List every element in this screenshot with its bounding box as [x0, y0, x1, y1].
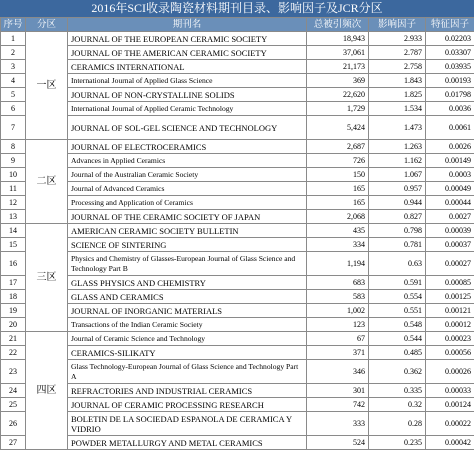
impact-factor: 0.235: [369, 436, 426, 450]
citation-count: 165: [307, 182, 369, 196]
citation-count: 524: [307, 436, 369, 450]
header-zone: 分区: [26, 18, 68, 32]
table-row: [1, 60, 474, 74]
citation-count: 1,002: [307, 304, 369, 318]
citation-count: 334: [307, 238, 369, 252]
citation-count: 5,424: [307, 116, 369, 140]
citation-count: 369: [307, 74, 369, 88]
journal-name: BOLETIN DE LA SOCIEDAD ESPANOLA DE CERAMICA Y VIDRIO: [68, 412, 307, 436]
impact-factor: 2.758: [369, 60, 426, 74]
impact-factor: 1.534: [369, 102, 426, 116]
eigenfactor: 0.00042: [426, 436, 474, 450]
row-index: 26: [1, 412, 26, 436]
table-row: [1, 276, 474, 290]
row-index: 18: [1, 290, 26, 304]
citation-count: 2,068: [307, 210, 369, 224]
table-row: [1, 412, 474, 436]
table-body: [1, 32, 474, 450]
journal-name: REFRACTORIES AND INDUSTRIAL CERAMICS: [68, 384, 307, 398]
table-row: [1, 436, 474, 450]
eigenfactor: 0.0027: [426, 210, 474, 224]
table-row: [1, 360, 474, 384]
citation-count: 742: [307, 398, 369, 412]
impact-factor: 1.067: [369, 168, 426, 182]
journal-name: Journal of Advanced Ceramics: [68, 182, 307, 196]
table-row: [1, 32, 474, 46]
journal-name: CERAMICS INTERNATIONAL: [68, 60, 307, 74]
zone-label: 一区: [26, 32, 68, 140]
table-row: [1, 88, 474, 102]
journal-name: AMERICAN CERAMIC SOCIETY BULLETIN: [68, 224, 307, 238]
citation-count: 18,943: [307, 32, 369, 46]
citation-count: 683: [307, 276, 369, 290]
table-row: [1, 196, 474, 210]
row-index: 1: [1, 32, 26, 46]
impact-factor: 0.554: [369, 290, 426, 304]
table-row: [1, 210, 474, 224]
header-citations: 总被引频次: [307, 18, 369, 32]
journal-name: GLASS PHYSICS AND CHEMISTRY: [68, 276, 307, 290]
journal-name: JOURNAL OF THE EUROPEAN CERAMIC SOCIETY: [68, 32, 307, 46]
citation-count: 333: [307, 412, 369, 436]
eigenfactor: 0.00012: [426, 318, 474, 332]
citation-count: 21,173: [307, 60, 369, 74]
eigenfactor: 0.00121: [426, 304, 474, 318]
table-row: [1, 140, 474, 154]
row-index: 2: [1, 46, 26, 60]
journal-name: POWDER METALLURGY AND METAL CERAMICS: [68, 436, 307, 450]
table-row: [1, 154, 474, 168]
eigenfactor: 0.01798: [426, 88, 474, 102]
citation-count: 301: [307, 384, 369, 398]
eigenfactor: 0.03307: [426, 46, 474, 60]
journal-name: CERAMICS-SILIKATY: [68, 346, 307, 360]
eigenfactor: 0.00049: [426, 182, 474, 196]
eigenfactor: 0.0026: [426, 140, 474, 154]
citation-count: 37,061: [307, 46, 369, 60]
impact-factor: 0.944: [369, 196, 426, 210]
table-row: [1, 332, 474, 346]
impact-factor: 0.335: [369, 384, 426, 398]
eigenfactor: 0.00056: [426, 346, 474, 360]
citation-count: 150: [307, 168, 369, 182]
row-index: 10: [1, 168, 26, 182]
citation-count: 1,194: [307, 252, 369, 276]
eigenfactor: 0.0061: [426, 116, 474, 140]
citation-count: 22,620: [307, 88, 369, 102]
table-row: [1, 46, 474, 60]
journal-name: Physics and Chemistry of Glasses-European Journal of Glass Science and Technology Part B: [68, 252, 307, 276]
impact-factor: 0.548: [369, 318, 426, 332]
eigenfactor: 0.00124: [426, 398, 474, 412]
table-row: [1, 116, 474, 140]
row-index: 11: [1, 182, 26, 196]
zone-label: 二区: [26, 140, 68, 224]
table-row: [1, 168, 474, 182]
journal-name: GLASS AND CERAMICS: [68, 290, 307, 304]
eigenfactor: 0.00022: [426, 412, 474, 436]
journal-name: International Journal of Applied Ceramic Technology: [68, 102, 307, 116]
citation-count: 2,687: [307, 140, 369, 154]
table-row: [1, 384, 474, 398]
journal-name: JOURNAL OF INORGANIC MATERIALS: [68, 304, 307, 318]
zone-label: 四区: [26, 332, 68, 450]
row-index: 3: [1, 60, 26, 74]
journal-name: Glass Technology-European Journal of Glass Science and Technology Part A: [68, 360, 307, 384]
journal-name: SCIENCE OF SINTERING: [68, 238, 307, 252]
row-index: 27: [1, 436, 26, 450]
impact-factor: 1.162: [369, 154, 426, 168]
impact-factor: 0.544: [369, 332, 426, 346]
journal-name: JOURNAL OF CERAMIC PROCESSING RESEARCH: [68, 398, 307, 412]
row-index: 22: [1, 346, 26, 360]
impact-factor: 1.263: [369, 140, 426, 154]
impact-factor: 0.551: [369, 304, 426, 318]
zone-label: 三区: [26, 224, 68, 332]
citation-count: 726: [307, 154, 369, 168]
row-index: 23: [1, 360, 26, 384]
citation-count: 123: [307, 318, 369, 332]
impact-factor: 0.362: [369, 360, 426, 384]
row-index: 9: [1, 154, 26, 168]
row-index: 6: [1, 102, 26, 116]
row-index: 8: [1, 140, 26, 154]
impact-factor: 0.591: [369, 276, 426, 290]
table-row: [1, 318, 474, 332]
row-index: 21: [1, 332, 26, 346]
eigenfactor: 0.02203: [426, 32, 474, 46]
eigenfactor: 0.00039: [426, 224, 474, 238]
row-index: 16: [1, 252, 26, 276]
journal-name: JOURNAL OF NON-CRYSTALLINE SOLIDS: [68, 88, 307, 102]
row-index: 5: [1, 88, 26, 102]
eigenfactor: 0.00033: [426, 384, 474, 398]
eigenfactor: 0.00085: [426, 276, 474, 290]
eigenfactor: 0.00193: [426, 74, 474, 88]
header-eigenfactor: 特征因子: [426, 18, 474, 32]
row-index: 25: [1, 398, 26, 412]
impact-factor: 1.843: [369, 74, 426, 88]
impact-factor: 0.781: [369, 238, 426, 252]
citation-count: 583: [307, 290, 369, 304]
impact-factor: 1.473: [369, 116, 426, 140]
eigenfactor: 0.00027: [426, 252, 474, 276]
row-index: 20: [1, 318, 26, 332]
journal-name: International Journal of Applied Glass Science: [68, 74, 307, 88]
row-index: 7: [1, 116, 26, 140]
citation-count: 371: [307, 346, 369, 360]
row-index: 12: [1, 196, 26, 210]
citation-count: 435: [307, 224, 369, 238]
row-index: 19: [1, 304, 26, 318]
row-index: 17: [1, 276, 26, 290]
eigenfactor: 0.00149: [426, 154, 474, 168]
impact-factor: 0.798: [369, 224, 426, 238]
row-index: 24: [1, 384, 26, 398]
impact-factor: 0.957: [369, 182, 426, 196]
citation-count: 346: [307, 360, 369, 384]
impact-factor: 2.787: [369, 46, 426, 60]
impact-factor: 0.827: [369, 210, 426, 224]
table-row: [1, 74, 474, 88]
impact-factor: 0.32: [369, 398, 426, 412]
impact-factor: 0.63: [369, 252, 426, 276]
table-row: [1, 398, 474, 412]
journal-name: Processing and Application of Ceramics: [68, 196, 307, 210]
journal-name: Journal of Ceramic Science and Technology: [68, 332, 307, 346]
eigenfactor: 0.0003: [426, 168, 474, 182]
row-index: 4: [1, 74, 26, 88]
eigenfactor: 0.03935: [426, 60, 474, 74]
journal-name: JOURNAL OF THE CERAMIC SOCIETY OF JAPAN: [68, 210, 307, 224]
impact-factor: 2.933: [369, 32, 426, 46]
table-row: [1, 346, 474, 360]
journal-name: JOURNAL OF SOL-GEL SCIENCE AND TECHNOLOGY: [68, 116, 307, 140]
citation-count: 165: [307, 196, 369, 210]
table-row: [1, 252, 474, 276]
journal-name: JOURNAL OF THE AMERICAN CERAMIC SOCIETY: [68, 46, 307, 60]
table-row: [1, 224, 474, 238]
journal-name: Journal of the Australian Ceramic Society: [68, 168, 307, 182]
row-index: 15: [1, 238, 26, 252]
citation-count: 67: [307, 332, 369, 346]
eigenfactor: 0.00125: [426, 290, 474, 304]
journal-name: Transactions of the Indian Ceramic Society: [68, 318, 307, 332]
journal-name: Advances in Applied Ceramics: [68, 154, 307, 168]
table-row: [1, 238, 474, 252]
table-row: [1, 102, 474, 116]
header-index: 序号: [1, 18, 26, 32]
table-row: [1, 182, 474, 196]
header-row: [1, 18, 474, 32]
header-impact-factor: 影响因子: [369, 18, 426, 32]
journal-table: [0, 17, 474, 450]
journal-name: JOURNAL OF ELECTROCERAMICS: [68, 140, 307, 154]
impact-factor: 1.825: [369, 88, 426, 102]
eigenfactor: 0.00037: [426, 238, 474, 252]
eigenfactor: 0.00026: [426, 360, 474, 384]
table-row: [1, 304, 474, 318]
eigenfactor: 0.00044: [426, 196, 474, 210]
eigenfactor: 0.00023: [426, 332, 474, 346]
table-row: [1, 290, 474, 304]
header-journal-name: 期刊名: [68, 18, 307, 32]
row-index: 13: [1, 210, 26, 224]
table-title: 2016年SCI收录陶瓷材料期刊目录、影响因子及JCR分区: [0, 0, 474, 17]
impact-factor: 0.28: [369, 412, 426, 436]
impact-factor: 0.485: [369, 346, 426, 360]
eigenfactor: 0.0036: [426, 102, 474, 116]
row-index: 14: [1, 224, 26, 238]
citation-count: 1,729: [307, 102, 369, 116]
